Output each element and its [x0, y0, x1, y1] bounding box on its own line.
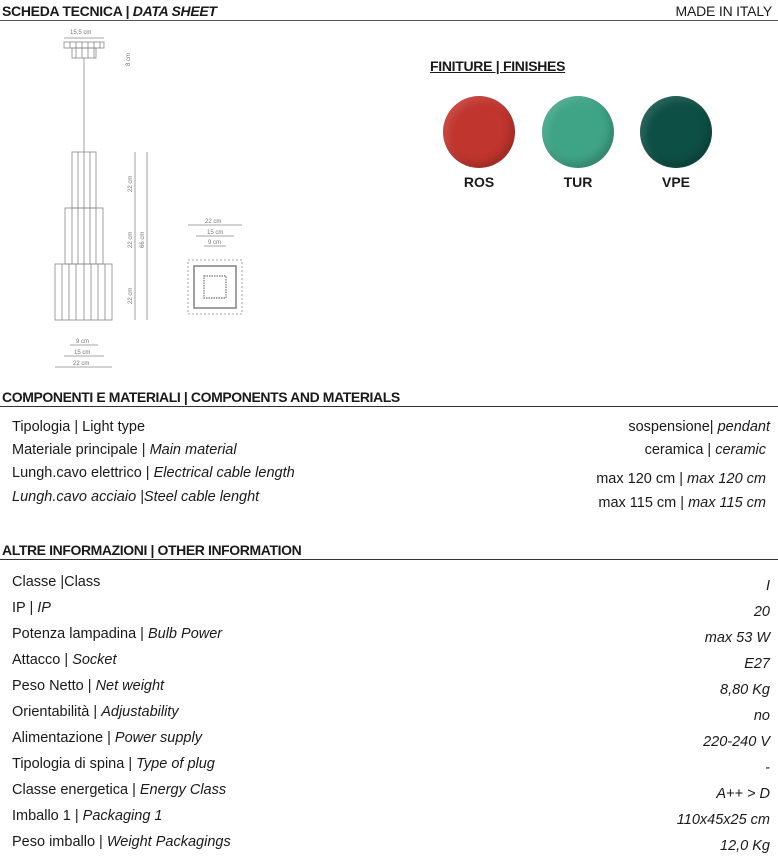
- svg-text:15 cm: 15 cm: [74, 350, 91, 356]
- info-value: -: [765, 760, 770, 776]
- info-label: Peso Netto | Net weight: [12, 678, 165, 694]
- other-info-section-title: ALTRE INFORMAZIONI | OTHER INFORMATION: [0, 541, 778, 560]
- spec-label: Tipologia | Light type: [12, 419, 146, 435]
- spec-value: sospensione| pendant: [628, 419, 770, 435]
- spec-value: max 120 cm | max 120 cm: [596, 471, 766, 487]
- svg-text:8 cm: 8 cm: [126, 52, 132, 66]
- technical-drawing: [0, 22, 400, 372]
- info-row: [0, 730, 778, 752]
- svg-text:9 cm: 9 cm: [76, 339, 90, 345]
- svg-text:22 cm: 22 cm: [73, 361, 90, 367]
- info-value: max 53 W: [704, 630, 770, 646]
- info-value: I: [765, 578, 770, 594]
- info-value: 12,0 Kg: [720, 838, 770, 854]
- finishes-title: FINITURE | FINISHES: [430, 58, 566, 74]
- finish-code: TUR: [563, 174, 593, 190]
- spec-label: Lungh.cavo acciaio |Steel cable lenght: [12, 489, 260, 505]
- info-value: 110x45x25 cm: [676, 812, 770, 828]
- lamp-elevation-drawing: [0, 22, 400, 372]
- info-label: Peso imballo | Weight Packagings: [12, 834, 231, 850]
- spec-row: [0, 419, 778, 441]
- info-label: Orientabilità | Adjustability: [12, 704, 179, 720]
- info-row: [0, 808, 778, 830]
- info-label: Potenza lampadina | Bulb Power: [12, 626, 223, 642]
- svg-text:22 cm: 22 cm: [128, 231, 134, 248]
- info-row: [0, 782, 778, 804]
- finish-color-dot: [640, 96, 712, 168]
- info-label: Alimentazione | Power supply: [12, 730, 202, 746]
- info-label: Classe energetica | Energy Class: [12, 782, 227, 798]
- info-value: 20: [753, 604, 770, 620]
- info-row: [0, 834, 778, 856]
- spec-label: Lungh.cavo elettrico | Electrical cable length: [12, 465, 295, 481]
- spec-row: [0, 489, 778, 511]
- info-value: A++ > D: [716, 786, 770, 802]
- components-section-title: COMPONENTI E MATERIALI | COMPONENTS AND MATERIALS: [0, 388, 778, 407]
- info-row: [0, 574, 778, 596]
- svg-text:66 cm: 66 cm: [140, 231, 146, 248]
- spec-value: ceramica | ceramic: [644, 442, 766, 458]
- page-header: [0, 0, 778, 21]
- finish-code: ROS: [463, 174, 495, 190]
- svg-text:9 cm: 9 cm: [208, 240, 222, 246]
- svg-text:22 cm: 22 cm: [205, 219, 222, 225]
- info-value: no: [753, 708, 770, 724]
- finish-swatch-ros[interactable]: [442, 96, 516, 190]
- finish-code: VPE: [661, 174, 690, 190]
- info-row: [0, 626, 778, 648]
- svg-text:15,5 cm: 15,5 cm: [70, 30, 92, 36]
- title-english: DATA SHEET: [132, 3, 217, 19]
- spec-value: max 115 cm | max 115 cm: [598, 495, 766, 511]
- info-value: 220-240 V: [703, 734, 770, 750]
- info-label: Imballo 1 | Packaging 1: [12, 808, 163, 824]
- info-value: E27: [744, 656, 770, 672]
- info-row: [0, 600, 778, 622]
- spec-row: [0, 442, 778, 464]
- info-label: Tipologia di spina | Type of plug: [12, 756, 215, 772]
- spec-label: Materiale principale | Main material: [12, 442, 237, 458]
- finish-color-dot: [443, 96, 515, 168]
- svg-text:22 cm: 22 cm: [128, 175, 134, 192]
- made-in-label: MADE IN ITALY: [675, 3, 772, 19]
- info-row: [0, 678, 778, 700]
- finishes-panel: [430, 58, 750, 198]
- info-label: Classe |Class: [12, 574, 101, 590]
- info-row: [0, 704, 778, 726]
- page-title: [2, 3, 217, 19]
- finish-swatch-tur[interactable]: [541, 96, 615, 190]
- finish-color-dot: [542, 96, 614, 168]
- svg-text:22 cm: 22 cm: [128, 287, 134, 304]
- info-row: [0, 652, 778, 674]
- info-label: IP | IP: [12, 600, 51, 616]
- finish-swatch-vpe[interactable]: [639, 96, 713, 190]
- info-label: Attacco | Socket: [12, 652, 117, 668]
- svg-text:15 cm: 15 cm: [207, 230, 224, 236]
- info-row: [0, 756, 778, 778]
- spec-row: [0, 465, 778, 487]
- info-value: 8,80 Kg: [720, 682, 770, 698]
- title-italian: SCHEDA TECNICA |: [2, 3, 130, 19]
